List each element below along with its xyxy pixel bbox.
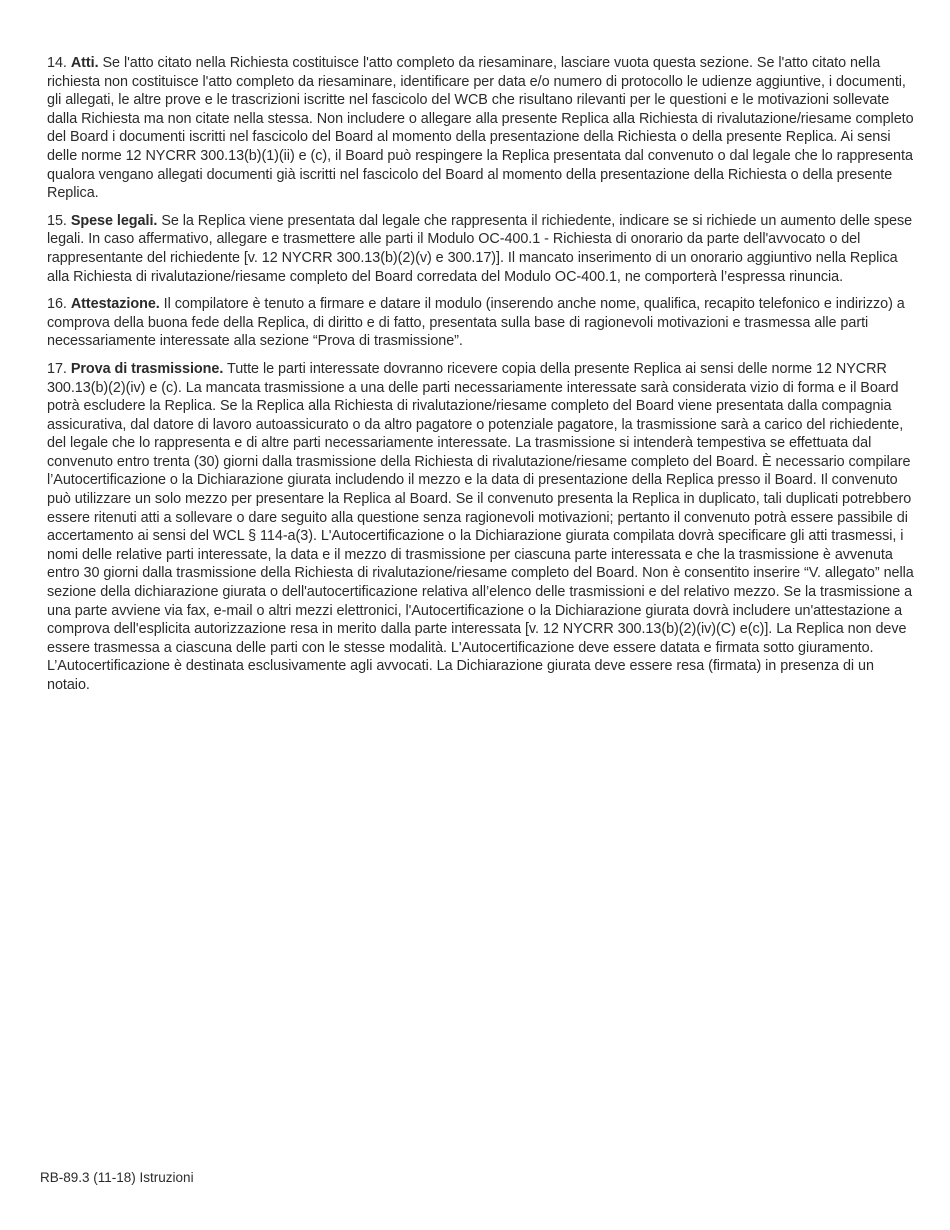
section-16-attestazione <box>47 295 917 351</box>
section-number: 14. <box>47 55 67 71</box>
form-footer-id: RB-89.3 (11-18) Istruzioni <box>40 1170 194 1185</box>
section-text: Se l'atto citato nella Richiesta costituisce l'atto completo da riesaminare, lasciare vuota questa sezione. Se l'atto citato nella richiesta non costituisce l'atto completo da riesaminare, identificare per data e/o numero di protocollo le udienze aggiuntive, i documenti, gli allegati, le altre prove e le trascrizioni iscritte nel fascicolo del WCB che risultano rilevanti per le questioni e le motivazioni sollevate dalla Richiesta ma non citate nella stessa. Non includere o allegare alla presente Replica alla Richiesta di rivalutazione/riesame completo del Board i documenti iscritti nel fascicolo del Board al momento della presentazione della Richiesta o della presente Replica. Ai sensi delle norme 12 NYCRR 300.13(b)(1)(ii) e (c), il Board può respingere la Replica presentata dal convenuto o dal legale che lo rappresenta qualora vengano allegati documenti già iscritti nel fascicolo del Board al momento della presentazione della Richiesta o della presente Replica. <box>47 55 914 202</box>
section-17-prova-di-trasmissione <box>47 360 917 695</box>
instructions-body <box>47 54 917 704</box>
section-14-atti <box>47 54 917 203</box>
section-heading: Spese legali. <box>70 212 158 229</box>
section-number: 17. <box>47 360 67 377</box>
section-heading: Atti. <box>70 55 99 71</box>
section-number: 16. <box>47 296 67 313</box>
section-text: Il compilatore è tenuto a firmare e datare il modulo (inserendo anche nome, qualifica, recapito telefonico e indirizzo) a comprova della buona fede della Replica, di diritto e di fatto, presentata sulla base di ragionevoli motivazioni e trasmessa alle parti necessariamente interessate alla sezione “Prova di trasmissione”. <box>47 296 905 350</box>
section-heading: Attestazione. <box>70 296 160 313</box>
section-15-spese-legali <box>47 212 917 286</box>
section-text: Tutte le parti interessate dovranno ricevere copia della presente Replica ai sensi delle norme 12 NYCRR 300.13(b)(2)(iv) e (c). La mancata trasmissione a una delle parti necessariamente interessate sarà considerata vizio di forma e il Board potrà escludere la Replica. Se la Replica alla Richiesta di rivalutazione/riesame completo del Board viene presentata dalla compagnia assicurativa, dal datore di lavoro autoassicurato o da altro pagatore o potenziale pagatore, la trasmissione sarà a carico del richiedente, del legale che lo rappresenta e di altre parti necessariamente interessate. La trasmissione si intenderà tempestiva se effettuata dal convenuto entro trenta (30) giorni dalla trasmissione della Richiesta di rivalutazione/riesame completo del Board. È necessario compilare l’Autocertificazione o la Dichiarazione giurata includendo il mezzo e la data di presentazione della Replica presso il Board. Il convenuto può utilizzare un solo mezzo per presentare la Replica al Board. Se il convenuto presenta la Replica in duplicato, tali duplicati potrebbero essere ritenuti atti a sollevare o dare seguito alla questione senza ragionevoli motivazioni; pertanto il convenuto potrà essere passibile di accertamento ai sensi del WCL § 114-a(3). L'Autocertificazione o la Dichiarazione giurata compilata dovrà specificare gli atti trasmessi, i nomi delle relative parti interessate, la data e il mezzo di trasmissione per ciascuna parte interessata e che la trasmissione è avvenuta entro 30 giorni dalla trasmissione della Richiesta di rivalutazione/riesame completo del Board. Non è consentito inserire “V. allegato” nella sezione della dichiarazione giurata o dell'autocertificazione relativa all’elenco delle trasmissioni e del relativo mezzo. Se la trasmissione a una parte avviene via fax, e-mail o altri mezzi elettronici, l'Autocertificazione o la Dichiarazione giurata dovrà includere un'attestazione a comprova dell'esplicita autorizzazione resa in merito dalla parte interessata [v. 12 NYCRR 300.13(b)(2)(iv)(C) e(c)]. La Replica non deve essere trasmessa a ciascuna delle parti con le stesse modalità. L'Autocertificazione deve essere datata e firmata sotto giuramento. L’Autocertificazione è destinata esclusivamente agli avvocati. La Dichiarazione giurata deve essere resa (firmata) in presenza di un notaio. <box>47 360 914 693</box>
section-text: Se la Replica viene presentata dal legale che rappresenta il richiedente, indicare se si richiede un aumento delle spese legali. In caso affermativo, allegare e trasmettere alle parti il Modulo OC-400.1 - Richiesta di onorario da parte dell'avvocato o del rappresentante del richiedente [v. 12 NYCRR 300.13(b)(2)(v) e 300.17)]. Il mancato inserimento di un onorario aggiuntivo nella Replica alla Richiesta di rivalutazione/riesame completo del Board corredata del Modulo OC-400.1, ne comporterà l’espressa rinuncia. <box>47 212 913 285</box>
section-heading: Prova di trasmissione. <box>70 360 224 377</box>
section-number: 15. <box>47 212 67 229</box>
